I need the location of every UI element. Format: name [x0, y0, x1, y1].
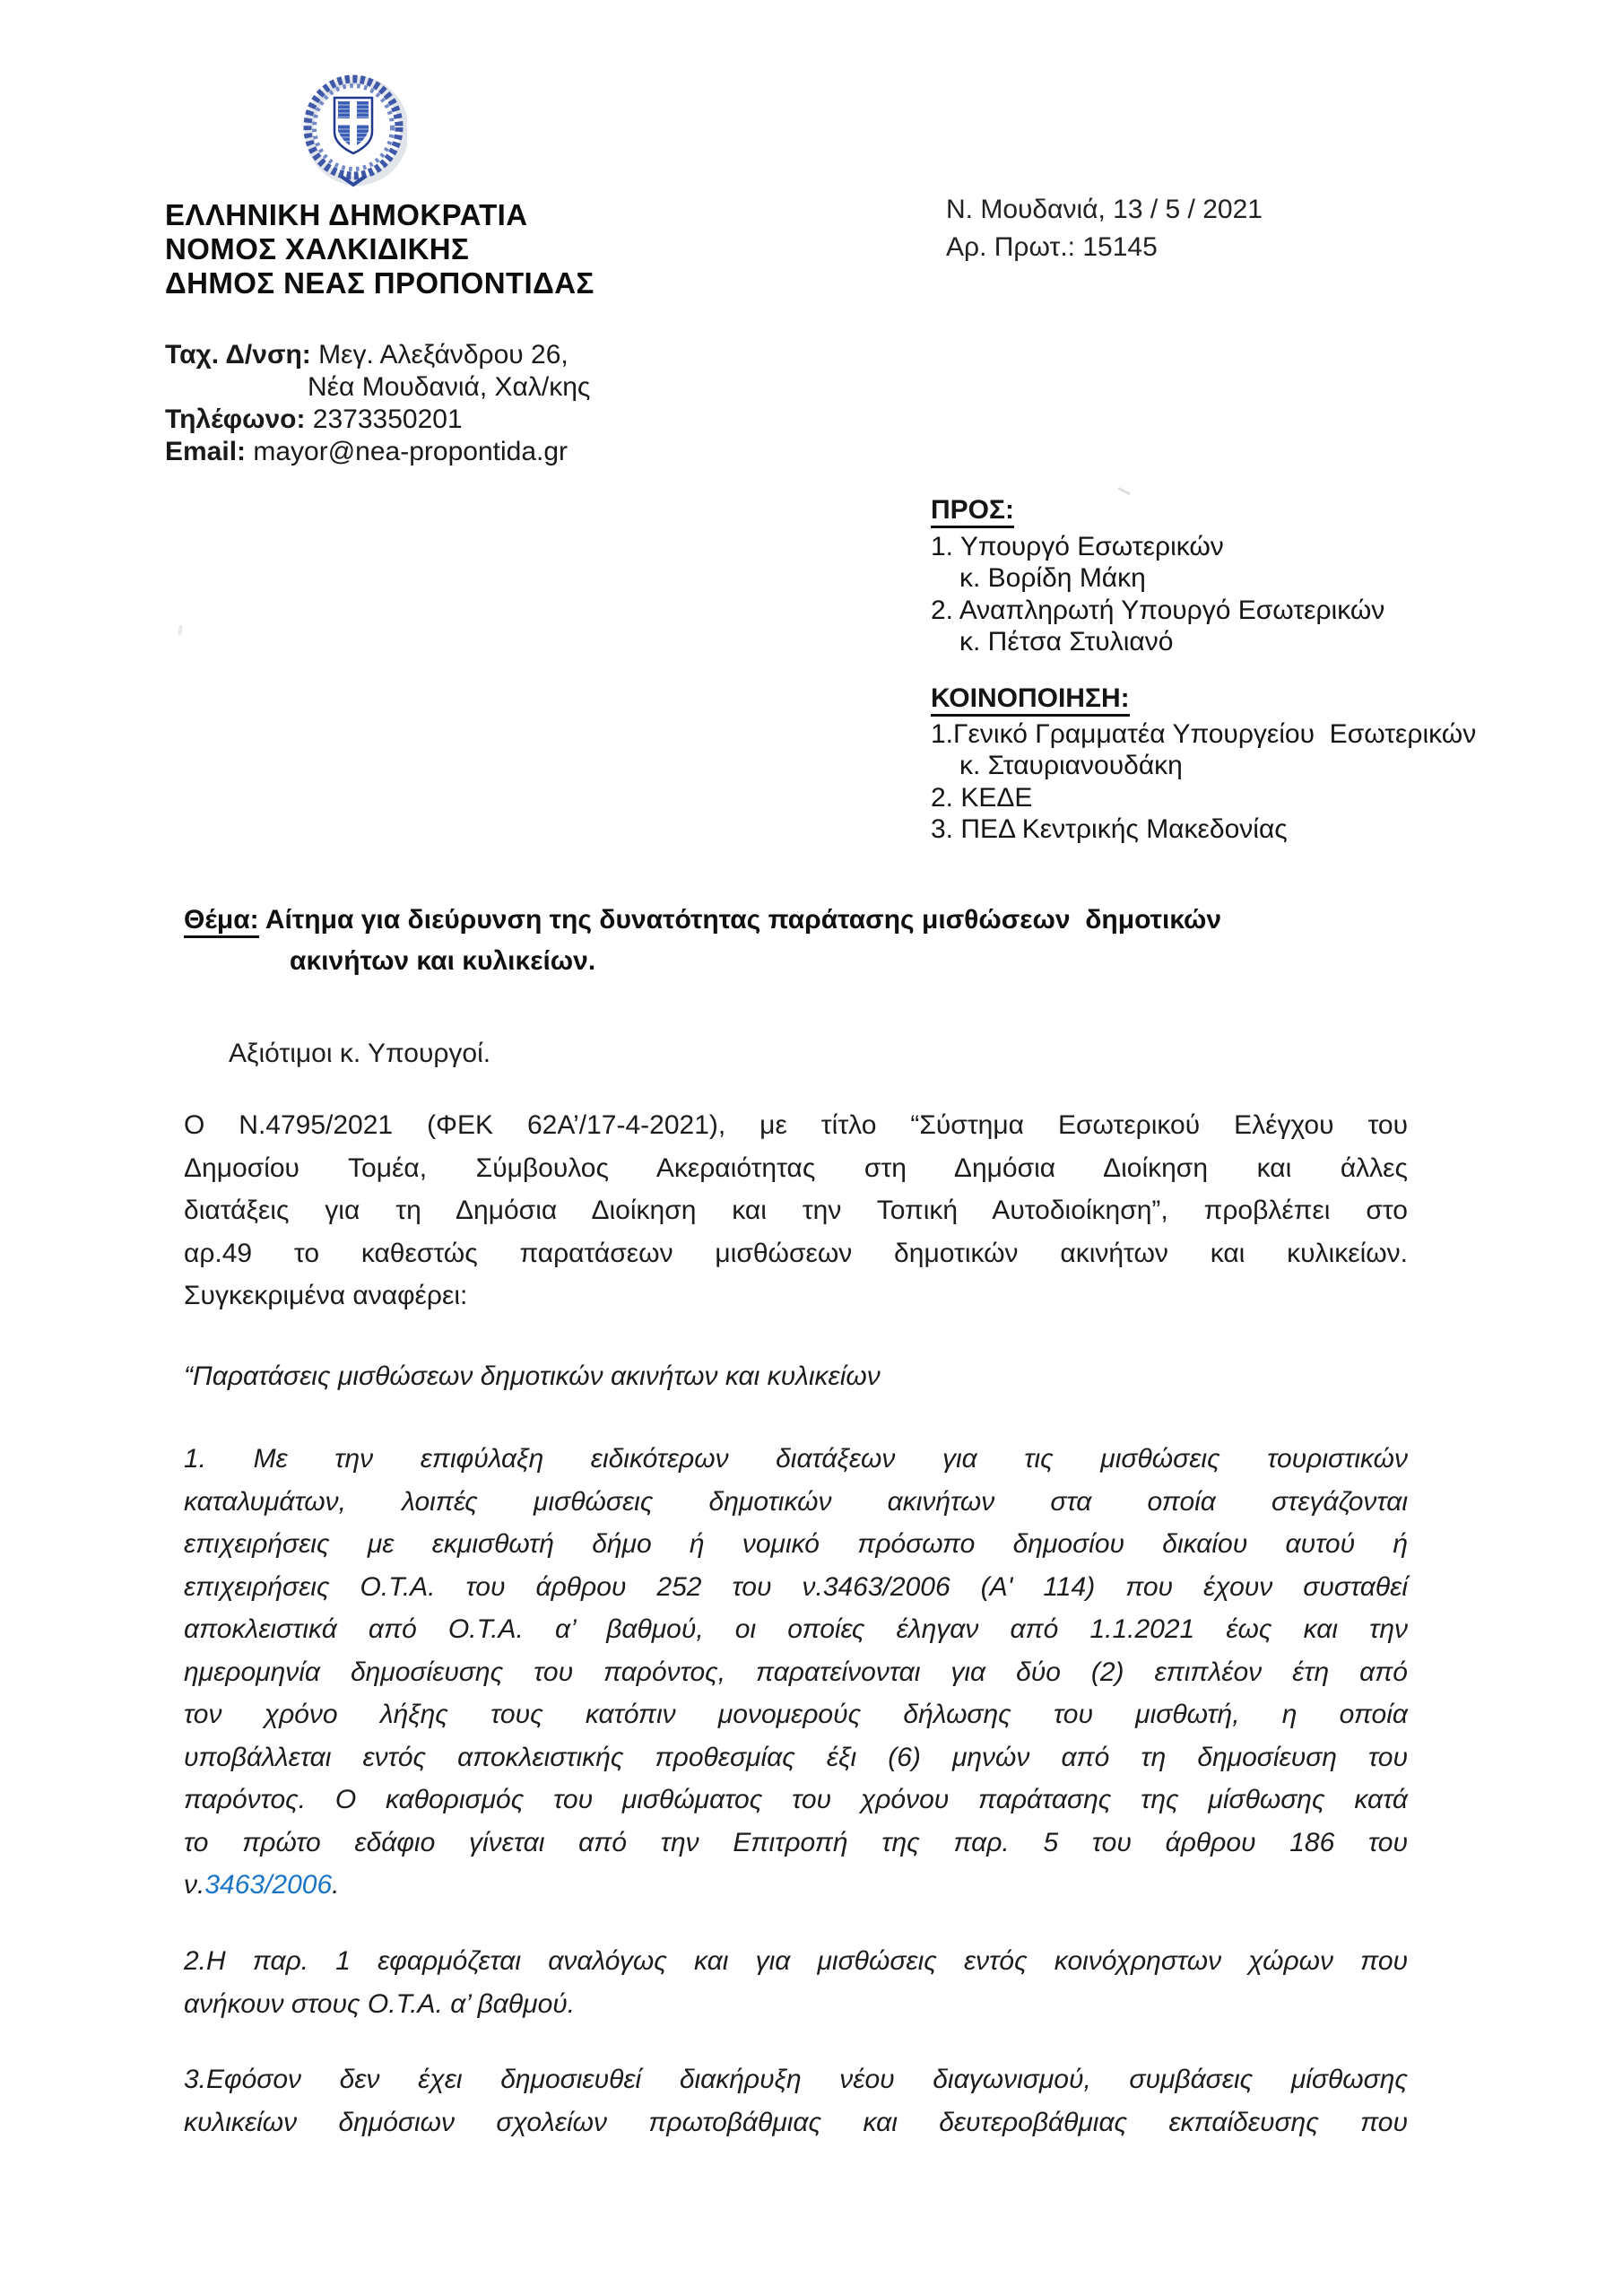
- org-name-line: ΔΗΜΟΣ ΝΕΑΣ ΠΡΟΠΟΝΤΙΔΑΣ: [165, 266, 595, 300]
- quote-title-line: “Παρατάσεις μισθώσεων δημοτικών ακινήτων και κυλικείων: [184, 1361, 881, 1391]
- subject-block: [184, 900, 1408, 982]
- scan-artifact: [178, 625, 182, 635]
- body-text-line: Ο Ν.4795/2021 (ΦΕΚ 62Α’/17-4-2021), με τίτλο “Σύστημα Εσωτερικού Ελέγχου του: [184, 1110, 1408, 1140]
- quote-text-line: 2.Η παρ. 1 εφαρμόζεται αναλόγως και για μισθώσεις εντός κοινόχρηστων χώρων που: [184, 1946, 1408, 1976]
- protocol-number-line: Αρ. Πρωτ.: 15145: [946, 232, 1158, 262]
- text-run: Αίτημα για διεύρυνση της δυνατότητας παράτασης μισθώσεων δημοτικών: [258, 905, 1222, 935]
- quote-text-line: 3.Εφόσον δεν έχει δημοσιευθεί διακήρυξη νέου διαγωνισμού, συμβάσεις μίσθωσης: [184, 2065, 1408, 2094]
- recipient-line: [931, 494, 1384, 526]
- quote-title: [184, 1355, 1408, 1398]
- place-date-line: Ν. Μουδανιά, 13 / 5 / 2021: [946, 195, 1263, 224]
- underlined-label: ΠΡΟΣ:: [931, 495, 1014, 528]
- date-protocol-block: [946, 191, 1263, 266]
- quote-text-line: παρόντος. Ο καθορισμός του μισθώματος του χρόνου παράτασης της μίσθωσης κατά: [184, 1785, 1408, 1814]
- quote-text-line: καταλυμάτων, λοιπές μισθώσεις δημοτικών ακινήτων στα οποία στεγάζονται: [184, 1486, 1408, 1517]
- text-run: .: [332, 1870, 340, 1900]
- text-run: Email:: [165, 437, 254, 466]
- quote-text-line: 1. Με την επιφύλαξη ειδικότερων διατάξεων για τις μισθώσεις τουριστικών: [184, 1444, 1408, 1474]
- quote-paragraph-2: [184, 1940, 1408, 2025]
- cc-line: 3. ΠΕΔ Κεντρικής Μακεδονίας: [931, 814, 1288, 844]
- quote-paragraph-1: [184, 1438, 1408, 1907]
- quote-text-line: κυλικείων δημόσιων σχολείων πρωτοβάθμιας και δευτεροβάθμιας εκπαίδευσης που: [184, 2107, 1408, 2137]
- text-run: mayor@nea-propontida.gr: [253, 437, 568, 466]
- recipients-cc-block: [931, 683, 1476, 846]
- greeting-line: Αξιότιμοι κ. Υπουργοί.: [229, 1039, 491, 1068]
- contact-line: [165, 404, 590, 436]
- org-name-line: ΕΛΛΗΝΙΚΗ ΔΗΜΟΚΡΑΤΙΑ: [165, 198, 528, 231]
- text-run: Μεγ. Αλεξάνδρου 26,: [318, 340, 568, 370]
- recipient-line: 2. Αναπληρωτή Υπουργό Εσωτερικών: [931, 595, 1385, 625]
- text-run: Τηλέφωνο:: [165, 404, 313, 434]
- intro-paragraph: [184, 1104, 1408, 1318]
- underlined-label: Θέμα:: [184, 905, 259, 938]
- recipient-line: 1. Υπουργό Εσωτερικών: [931, 531, 1224, 561]
- quote-text-line: ημερομηνία δημοσίευσης του παρόντος, παρατείνονται για δύο (2) επιπλέον έτη από: [184, 1657, 1408, 1687]
- quote-text-line: επιχειρήσεις Ο.Τ.Α. του άρθρου 252 του ν.3463/2006 (Α' 114) που έχουν συσταθεί: [184, 1571, 1408, 1602]
- quote-text-line: υποβάλλεται εντός αποκλειστικής προθεσμίας έξι (6) μηνών από τη δημοσίευση του: [184, 1742, 1408, 1772]
- subject-line: ακινήτων και κυλικείων.: [290, 946, 596, 976]
- text-run: 2373350201: [312, 404, 463, 434]
- body-text-line: αρ.49 το καθεστώς παρατάσεων μισθώσεων δημοτικών ακινήτων και κυλικείων.: [184, 1238, 1408, 1268]
- body-text-line: διατάξεις για τη Δημόσια Διοίκηση και την Τοπική Αυτοδιοίκηση”, προβλέπει στο: [184, 1196, 1408, 1225]
- body-text-line: Δημοσίου Τομέα, Σύμβουλος Ακεραιότητας στη Δημόσια Διοίκηση και άλλες: [184, 1152, 1408, 1183]
- quote-text-line: αποκλειστικά από Ο.Τ.Α. α’ βαθμού, οι οποίες έληγαν από 1.1.2021 έως και την: [184, 1614, 1408, 1644]
- subject-line: [184, 900, 1408, 941]
- org-name-line: ΝΟΜΟΣ ΧΑΛΚΙΔΙΚΗΣ: [165, 232, 470, 265]
- quote-text-line: ανήκουν στους Ο.Τ.Α. α’ βαθμού.: [184, 1988, 576, 2019]
- text-run: ν.: [184, 1870, 205, 1900]
- letterhead-org-block: [165, 198, 595, 300]
- greek-coat-of-arms-emblem: [301, 72, 407, 194]
- cc-line: 2. ΚΕΔΕ: [931, 782, 1033, 813]
- law-3463-2006-link[interactable]: 3463/2006: [204, 1870, 333, 1900]
- quote-text-line: το πρώτο εδάφιο γίνεται από την Επιτροπή της παρ. 5 του άρθρου 186 του: [184, 1827, 1408, 1857]
- quote-text-line: [184, 1864, 1408, 1907]
- recipient-line: κ. Βορίδη Μάκη: [959, 563, 1146, 593]
- contact-details-block: [165, 339, 590, 468]
- contact-line: Νέα Μουδανιά, Χαλ/κης: [308, 372, 591, 402]
- quote-text-line: επιχειρήσεις με εκμισθωτή δήμο ή νομικό πρόσωπο δημοσίου δικαίου αυτού ή: [184, 1529, 1408, 1559]
- recipient-line: κ. Πέτσα Στυλιανό: [959, 627, 1174, 657]
- cc-line: [931, 683, 1476, 715]
- body-text-line: Συγκεκριμένα αναφέρει:: [184, 1281, 468, 1310]
- cc-line: κ. Σταυριανουδάκη: [959, 751, 1183, 780]
- underlined-label: ΚΟΙΝΟΠΟΙΗΣΗ:: [931, 683, 1130, 717]
- cc-line: 1.Γενικό Γραμματέα Υπουργείου Εσωτερικών: [931, 718, 1477, 749]
- text-run: Ταχ. Δ/νση:: [165, 340, 319, 370]
- quote-paragraph-3: [184, 2058, 1408, 2144]
- recipients-to-block: [931, 494, 1384, 658]
- contact-line: [165, 436, 590, 468]
- contact-line: [165, 339, 590, 371]
- coat-of-arms-graphic: [301, 72, 407, 194]
- quote-text-line: τον χρόνο λήξης τους κατόπιν μονομερούς δήλωσης του μισθωτή, η οποία: [184, 1700, 1408, 1729]
